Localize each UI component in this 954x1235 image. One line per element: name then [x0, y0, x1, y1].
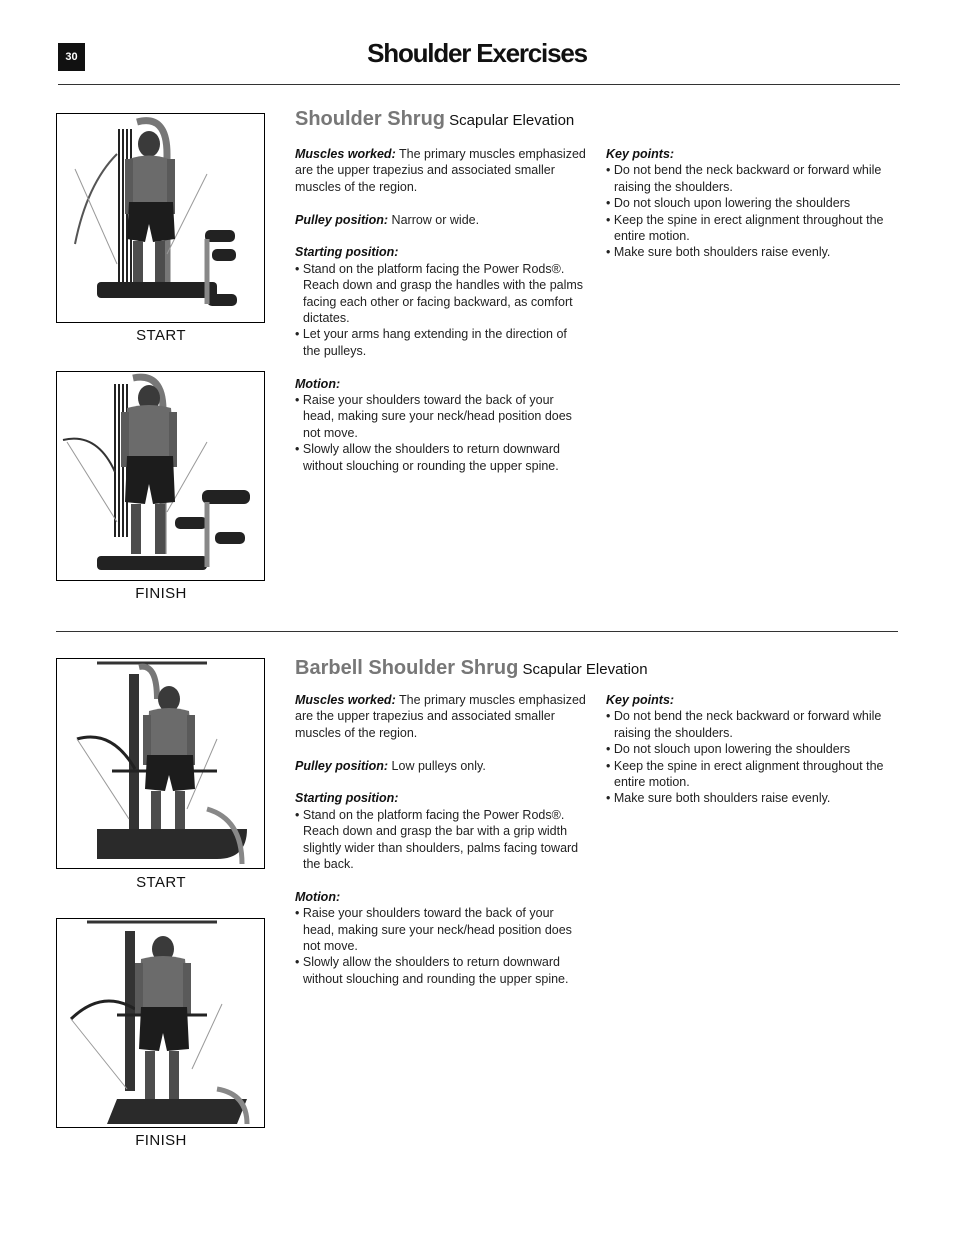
shoulder-shrug-title: [295, 108, 574, 131]
motion-label: Motion:: [295, 376, 341, 391]
barbell-shrug-key-points: [606, 692, 898, 807]
pulley-text: Narrow or wide.: [391, 212, 480, 227]
pulley-label: Pulley position:: [295, 758, 389, 773]
header-divider: [58, 84, 900, 85]
starting-item: • Stand on the platform facing the Power Rods®. Reach down and grasp the bar with a grip width slightly wider than shoulders, palms facing toward the back.: [295, 807, 587, 873]
barbell-shrug-title: [295, 657, 648, 680]
motion-item: • Raise your shoulders toward the back of your head, making sure your neck/head position does not move.: [295, 905, 587, 954]
key-point-item: • Keep the spine in erect alignment throughout the entire motion.: [606, 758, 898, 791]
exercise-name: Shoulder Shrug: [295, 108, 445, 130]
shoulder-shrug-finish-caption: FINISH: [135, 585, 187, 602]
shoulder-shrug-start-photo: [56, 113, 265, 323]
muscles-label: Muscles worked:: [295, 147, 396, 161]
barbell-shrug-finish-caption: FINISH: [135, 1132, 187, 1149]
starting-item: • Let your arms hang extending in the direction of the pulleys.: [295, 326, 587, 359]
muscles-text: The primary muscles emphasized are the upper trapezius and associated smaller muscles of the region.: [295, 693, 586, 740]
page-number: 30: [58, 43, 85, 71]
key-points-label: Key points:: [606, 693, 675, 707]
muscles-text: The primary muscles emphasized are the upper trapezius and associated smaller muscles of the region.: [295, 147, 586, 194]
motion-item: • Slowly allow the shoulders to return downward without slouching or rounding the upper spine.: [295, 441, 587, 474]
exercise-subtitle: Scapular Elevation: [522, 661, 648, 678]
key-point-item: • Do not slouch upon lowering the shoulders: [606, 195, 898, 211]
motion-item: • Raise your shoulders toward the back of your head, making sure your neck/head position does not move.: [295, 392, 587, 441]
key-point-item: • Do not bend the neck backward or forward while raising the shoulders.: [606, 162, 898, 195]
key-point-item: • Keep the spine in erect alignment throughout the entire motion.: [606, 212, 898, 245]
section-divider: [56, 631, 898, 632]
motion-item: • Slowly allow the shoulders to return downward without slouching and rounding the upper spine.: [295, 954, 587, 987]
barbell-shrug-finish-photo: [56, 918, 265, 1128]
pulley-label: Pulley position:: [295, 212, 389, 227]
barbell-shrug-start-photo: [56, 658, 265, 869]
starting-item: • Stand on the platform facing the Power Rods®. Reach down and grasp the handles with the palms facing each other or facing backward, as comfort dictates.: [295, 261, 587, 327]
key-point-item: • Do not bend the neck backward or forward while raising the shoulders.: [606, 708, 898, 741]
starting-label: Starting position:: [295, 791, 399, 806]
muscles-label: Muscles worked:: [295, 693, 396, 707]
exercise-name: Barbell Shoulder Shrug: [295, 657, 519, 679]
key-point-item: • Do not slouch upon lowering the shoulders: [606, 741, 898, 757]
pulley-text: Low pulleys only.: [391, 758, 486, 773]
shoulder-shrug-finish-photo: [56, 371, 265, 581]
barbell-shrug-start-caption: START: [136, 874, 186, 891]
motion-label: Motion:: [295, 889, 341, 904]
shoulder-shrug-instructions: [295, 146, 587, 474]
starting-label: Starting position:: [295, 245, 399, 260]
key-point-item: • Make sure both shoulders raise evenly.: [606, 790, 898, 806]
shoulder-shrug-start-caption: START: [136, 327, 186, 344]
page-title: Shoulder Exercises: [367, 38, 587, 68]
shoulder-shrug-key-points: [606, 146, 898, 261]
key-points-label: Key points:: [606, 147, 675, 161]
barbell-shrug-instructions: [295, 692, 587, 987]
key-point-item: • Make sure both shoulders raise evenly.: [606, 244, 898, 260]
exercise-subtitle: Scapular Elevation: [449, 112, 575, 129]
